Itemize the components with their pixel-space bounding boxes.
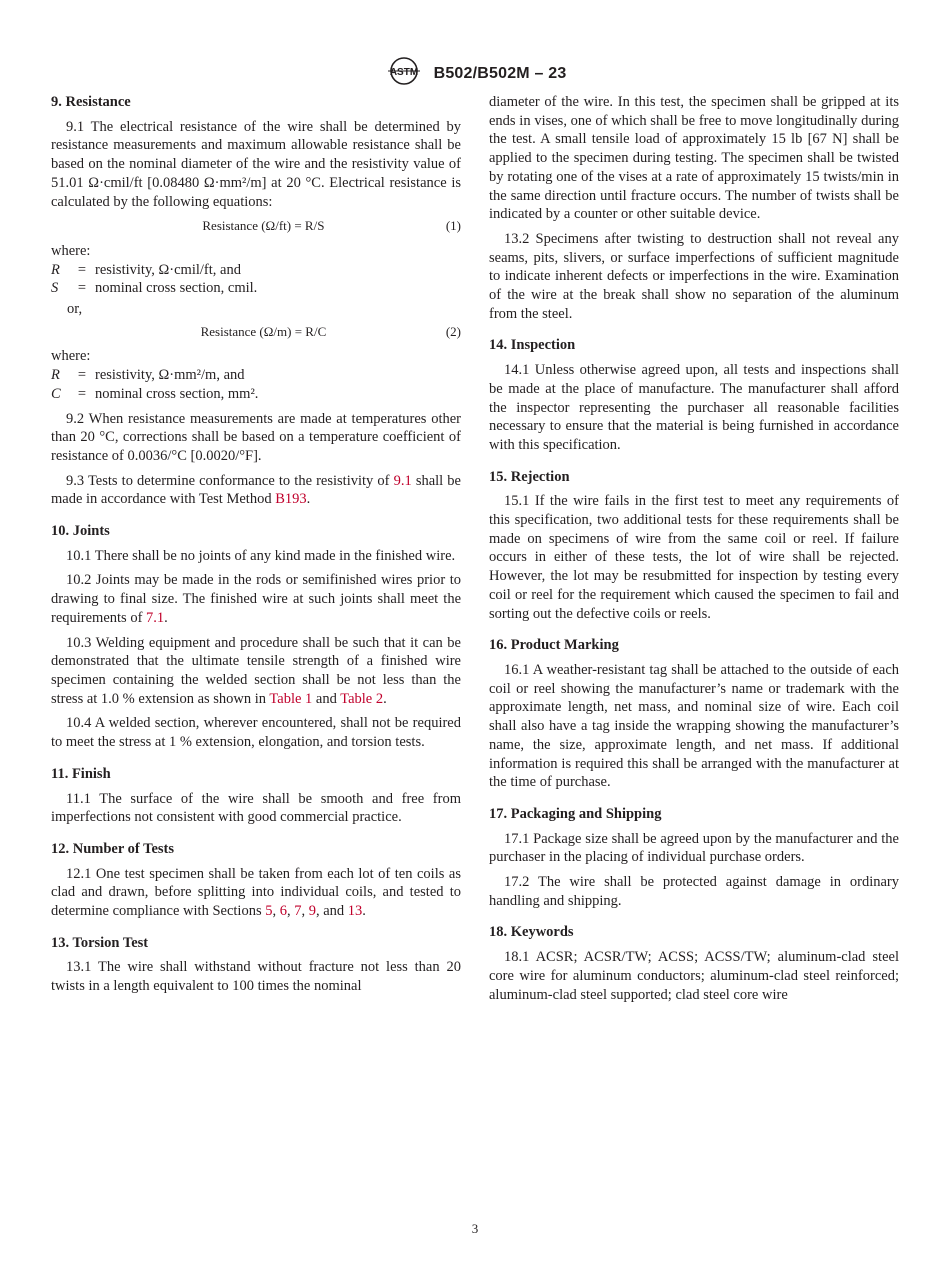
equation-2 bbox=[51, 323, 461, 342]
paragraph-17-1: 17.1 Package size shall be agreed upon by the manufacturer and the purchaser in the placing of individual purchase orders. bbox=[489, 830, 899, 866]
link-section-13[interactable]: 13 bbox=[347, 903, 363, 920]
link-section-5[interactable]: 5 bbox=[265, 903, 273, 920]
section-13-title: 13. Torsion Test bbox=[51, 934, 149, 951]
definition-r-1: R = resistivity, Ω·cmil/ft, and bbox=[51, 261, 241, 278]
section-16-title: 16. Product Marking bbox=[489, 637, 619, 654]
paragraph-9-2: 9.2 When resistance measurements are made at temperatures other than 20 °C, corrections shall be based on a temperature coefficient of resistance of 0.0036/°C [0.0020/°F]. bbox=[51, 410, 461, 464]
where-label-2: where: bbox=[51, 348, 91, 365]
paragraph-10-2: 10.2 Joints may be made in the rods or semifinished wires prior to drawing to final size. The finished wire at such joints shall meet the requirements of 7.1. bbox=[51, 572, 461, 626]
or-label: or, bbox=[67, 301, 83, 318]
page-number: 3 bbox=[471, 1221, 479, 1236]
paragraph-17-2: 17.2 The wire shall be protected against damage in ordinary handling and shipping. bbox=[489, 874, 899, 909]
section-9-title: 9. Resistance bbox=[51, 94, 131, 110]
section-15-title: 15. Rejection bbox=[489, 468, 570, 485]
equation-2-number: (2) bbox=[445, 323, 461, 339]
definition-c: C = nominal cross section, mm². bbox=[51, 385, 259, 402]
link-section-7-1[interactable]: 7.1 bbox=[146, 609, 165, 626]
left-column bbox=[51, 93, 461, 1002]
page-header bbox=[0, 56, 950, 86]
section-14-title: 14. Inspection bbox=[489, 337, 576, 354]
paragraph-15-1: 15.1 If the wire fails in the first test to meet any requirements of this specification, two additional tests for these requirements shall be made on specimens of wire from the same coil or reel. If failure occurs in either of these tests, the lot of wire shall be rejected. However, the lot may be resubmitted for inspection by testing every coil or reel for the requirement which caused the specimen to fail and sorting out the defective coils or reels. bbox=[489, 493, 899, 622]
link-section-9[interactable]: 9 bbox=[308, 903, 316, 920]
link-section-7[interactable]: 7 bbox=[294, 903, 302, 920]
paragraph-13-1-continued: diameter of the wire. In this test, the specimen shall be gripped at its ends in vises, one of which shall be free to move longitudinally during the test. A small tensile load of approximately 15 lb [67 N] shall be applied to the specimen during testing. The specimen shall be twisted by rotating one of the vises at a rate of approximately 15 twists/min in the same direction until fracture occurs. The number of twists shall be indicated by a counter or other suitable device. bbox=[489, 94, 899, 223]
paragraph-13-2: 13.2 Specimens after twisting to destruction shall not reveal any seams, pits, slivers, or surface imperfections of sufficient magnitude to indicate inherent defects or imperfections in the wire. Examination of the wire at the break shall show no separation of the aluminum from the steel. bbox=[489, 230, 899, 322]
equation-1-number: (1) bbox=[445, 218, 461, 234]
equation-1-expression: Resistance (Ω/ft) = R/S bbox=[202, 218, 325, 234]
paragraph-11-1: 11.1 The surface of the wire shall be smooth and free from imperfections not consistent with good commercial practice. bbox=[51, 790, 461, 826]
section-18-title: 18. Keywords bbox=[489, 924, 574, 941]
paragraph-14-1: 14.1 Unless otherwise agreed upon, all tests and inspections shall be made at the place of manufacture. The manufacturer shall afford the inspector representing the purchaser all reasonable facilities necessary to ensure that the material is being furnished in accordance with this specification. bbox=[489, 362, 899, 453]
paragraph-13-1-start: 13.1 The wire shall withstand without fracture not less than 20 twists in a length equivalent to 100 times the nominal bbox=[51, 959, 461, 995]
paragraph-16-1: 16.1 A weather-resistant tag shall be attached to the outside of each coil or reel showing the manufacturer’s name or trademark with the approximate length, net mass, and nominal size of wire. Each coil shall also have a tag inside the wrapping showing the manufacturer’s name, the size, approximate length, and net mass. If additional information is required this shall be arranged with the manufacturer at the time of purchase. bbox=[489, 661, 899, 791]
section-17-title: 17. Packaging and Shipping bbox=[489, 805, 662, 822]
paragraph-12-1: 12.1 One test specimen shall be taken from each lot of ten coils as clad and drawn, before splitting into individual coils, and tested to determine compliance with Sections 5, 6, 7, 9, and 13. bbox=[51, 865, 461, 920]
where-label-1: where: bbox=[51, 242, 91, 259]
section-11-title: 11. Finish bbox=[51, 765, 111, 782]
link-section-6[interactable]: 6 bbox=[279, 903, 287, 920]
equation-2-expression: Resistance (Ω/m) = R/C bbox=[200, 323, 327, 339]
link-table-1[interactable]: Table 1 bbox=[269, 690, 313, 707]
definition-s: S = nominal cross section, cmil. bbox=[51, 280, 258, 297]
equation-1 bbox=[51, 217, 461, 236]
paragraph-10-1: 10.1 There shall be no joints of any kind made in the finished wire. bbox=[66, 547, 456, 564]
definition-r-2: R = resistivity, Ω·mm²/m, and bbox=[51, 367, 245, 384]
document-id: B502/B502M – 23 bbox=[433, 64, 567, 82]
link-test-method-b193[interactable]: B193 bbox=[275, 491, 307, 508]
right-column bbox=[489, 93, 899, 1010]
paragraph-10-4: 10.4 A welded section, wherever encountered, shall not be required to meet the stress at 1 % extension, elongation, and torsion tests. bbox=[51, 715, 461, 751]
paragraph-18-1: 18.1 ACSR; ACSR/TW; ACSS; ACSS/TW; aluminum-clad steel core wire for aluminum conductors; aluminum-clad steel reinforced; aluminum-clad steel supported; clad steel core wire bbox=[489, 949, 899, 1003]
astm-logo-icon bbox=[384, 56, 424, 91]
link-table-2[interactable]: Table 2 bbox=[340, 690, 384, 707]
section-10-title: 10. Joints bbox=[51, 523, 110, 540]
section-12-title: 12. Number of Tests bbox=[51, 840, 174, 857]
link-section-9-1[interactable]: 9.1 bbox=[393, 472, 412, 489]
paragraph-9-3: 9.3 Tests to determine conformance to the resistivity of 9.1 shall be made in accordance with Test Method B193. bbox=[51, 472, 461, 508]
paragraph-10-3: 10.3 Welding equipment and procedure shall be such that it can be demonstrated that the ultimate tensile strength of a finished wire specimen containing the welded section shall be not less than the stress at 1.0 % extension as shown in Table 1 and Table 2. bbox=[51, 634, 461, 707]
svg-text:ASTM: ASTM bbox=[389, 67, 418, 78]
paragraph-9-1: 9.1 The electrical resistance of the wire shall be determined by resistance measurements and maximum allowable resistance shall be based on the nominal diameter of the wire and the resistivity value of 51.01 Ω·cmil/ft [0.08480 Ω·mm²/m] at 20 °C. Electrical resistance is calculated by the following equations: bbox=[51, 118, 461, 210]
